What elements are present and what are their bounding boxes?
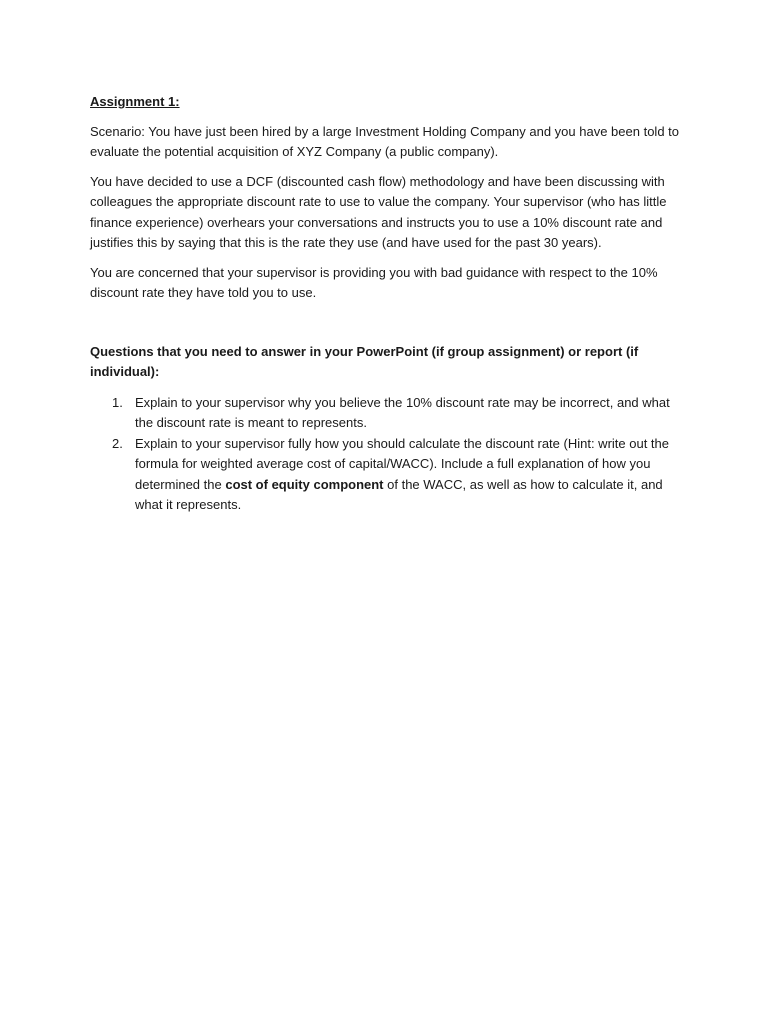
spacer: [90, 313, 690, 342]
list-item: [90, 393, 690, 434]
questions-heading: Questions that you need to answer in your PowerPoint (if group assignment) or report (if individual):: [90, 343, 639, 379]
list-item-number: 1.: [112, 394, 123, 410]
questions-list: [90, 393, 690, 516]
list-item-text: Explain to your supervisor why you believe the 10% discount rate may be incorrect, and what the discount rate is meant to represents.: [135, 394, 670, 430]
document-page: [90, 92, 690, 516]
list-item-number: 2.: [112, 435, 123, 451]
assignment-heading: Assignment 1:: [90, 94, 180, 109]
list-item: [90, 434, 690, 516]
list-item-text: [135, 436, 669, 513]
list-item-text-end: of the WACC, as well as how to calculate it, and what it represents.: [135, 476, 663, 512]
cost-of-equity-emphasis: cost of equity component: [225, 476, 384, 492]
dcf-paragraph: You have decided to use a DCF (discounted cash flow) methodology and have been discussing with colleagues the appropriate discount rate to use to value the company. Your supervisor (who has little finance experience) overhears your conversations and instructs you to use a 10% discount rate and justifies this by saying that this is the rate they use (and have used for the past 30 years).: [90, 173, 667, 250]
scenario-paragraph: Scenario: You have just been hired by a large Investment Holding Company and you have been told to evaluate the potential acquisition of XYZ Company (a public company).: [90, 123, 680, 159]
concern-paragraph: You are concerned that your supervisor is providing you with bad guidance with respect to the 10% discount rate they have told you to use.: [90, 264, 658, 300]
list-item-text-start: Explain to your supervisor fully how you should calculate the discount rate (Hint: write out the formula for weighted average cost of capital/WACC). Include a full explanation of how you determined the: [135, 435, 669, 492]
